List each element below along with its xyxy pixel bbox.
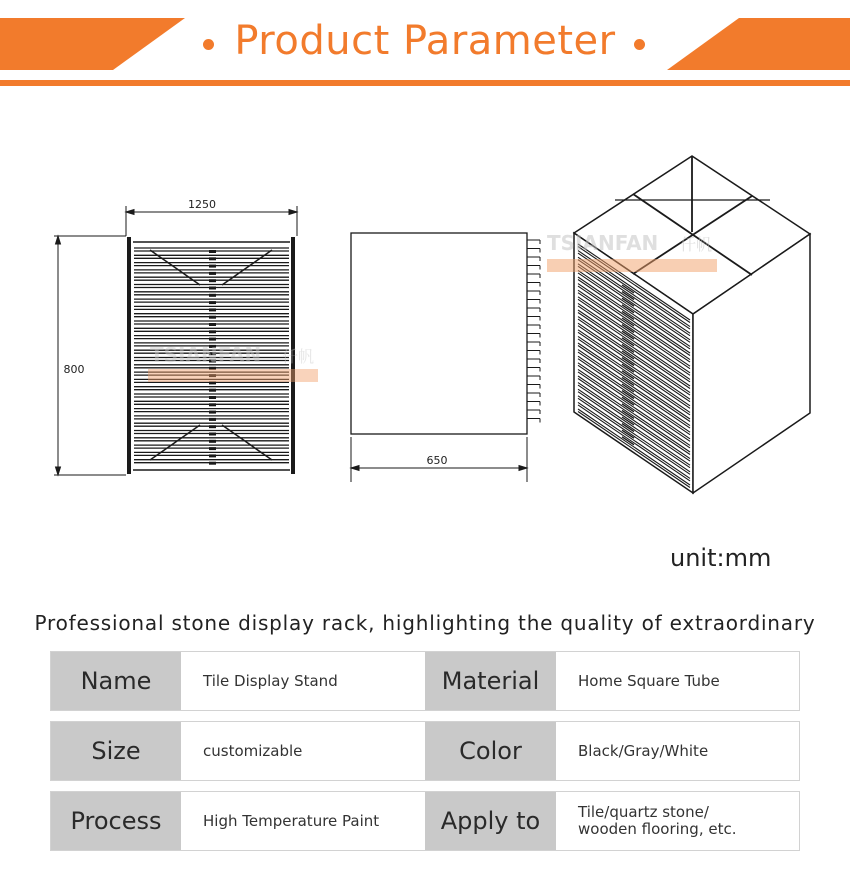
spec-value: customizable (181, 721, 425, 781)
spec-value: Home Square Tube (556, 651, 800, 711)
spec-value: High Temperature Paint (181, 791, 425, 851)
watermark-brand-text: TSIANFAN (150, 343, 262, 367)
height-dimension-label: 800 (63, 363, 85, 376)
spec-label: Name (50, 651, 181, 711)
unit-label: unit:mm (670, 544, 772, 572)
spec-table (50, 641, 800, 861)
page-header (0, 0, 850, 90)
spec-row (50, 721, 800, 781)
technical-drawings (0, 140, 850, 510)
front-view-drawing (54, 206, 297, 475)
spec-value: Black/Gray/White (556, 721, 800, 781)
depth-dimension-label: 650 (426, 454, 448, 467)
spec-value: Tile Display Stand (181, 651, 425, 711)
spec-row (50, 791, 800, 851)
spec-label: Apply to (425, 791, 556, 851)
watermark-brand-text-2: TSIANFAN (547, 231, 659, 255)
isometric-view-drawing (574, 156, 810, 493)
spec-label: Material (425, 651, 556, 711)
spec-label: Process (50, 791, 181, 851)
spec-value: Tile/quartz stone/ wooden flooring, etc. (556, 791, 800, 851)
side-view-drawing (351, 233, 540, 482)
header-divider (0, 80, 850, 86)
width-dimension-label: 1250 (188, 198, 216, 211)
watermark-chinese-text: 仟帆 (282, 347, 315, 366)
title-bullet-right (634, 39, 645, 50)
isometric-watermark (547, 231, 717, 272)
page-title: Product Parameter (234, 18, 616, 64)
watermark-chinese-text-2: 仟帆 (680, 235, 713, 254)
spec-label: Color (425, 721, 556, 781)
spec-row (50, 651, 800, 711)
front-watermark (148, 343, 318, 382)
product-slogan: Professional stone display rack, highlighting the quality of extraordinary (34, 611, 816, 635)
spec-label: Size (50, 721, 181, 781)
